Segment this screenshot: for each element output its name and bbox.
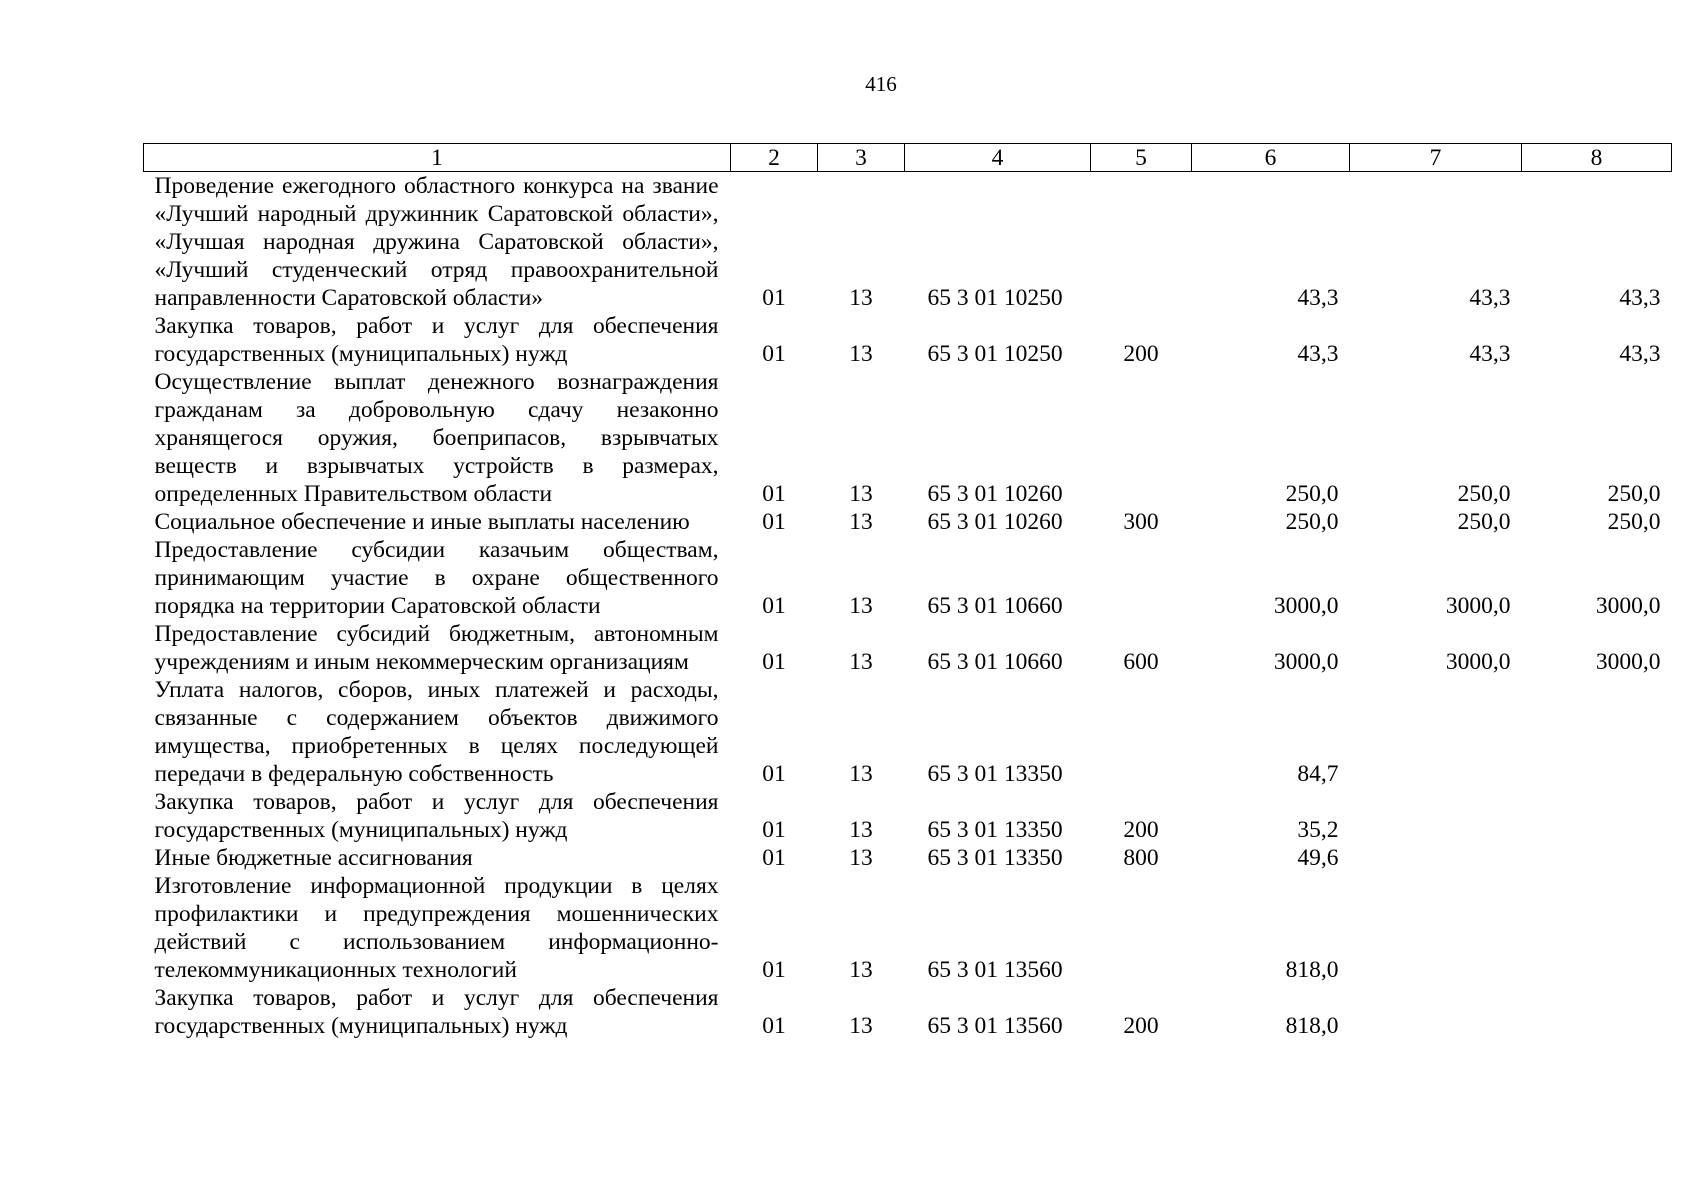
row-section: 01	[762, 1013, 786, 1039]
row-amount-col6: 818,0	[1285, 1013, 1339, 1039]
row-amount-col7	[1350, 676, 1522, 788]
row-amount-col7: 250,0	[1457, 509, 1511, 535]
row-expense-type: 200	[1123, 341, 1159, 367]
row-amount-col7: 43,3	[1469, 285, 1511, 311]
row-amount-col6: 818,0	[1285, 957, 1339, 983]
row-subsection: 13	[849, 957, 873, 983]
table-header	[144, 144, 1672, 172]
row-amount-col7	[1350, 872, 1522, 984]
row-target-article: 65 3 01 10260	[927, 509, 1063, 535]
header-col-3: 3	[818, 144, 905, 172]
row-target-article: 65 3 01 10250	[927, 341, 1063, 367]
row-amount-col8	[1522, 872, 1672, 984]
row-amount-col7	[1350, 984, 1522, 1040]
row-amount-col6: 43,3	[1297, 341, 1339, 367]
row-subsection: 13	[849, 593, 873, 619]
row-amount-col7: 43,3	[1469, 341, 1511, 367]
row-section: 01	[762, 341, 786, 367]
row-expense-type	[1091, 872, 1192, 984]
table-row	[144, 172, 1672, 313]
row-amount-col6: 35,2	[1297, 817, 1339, 843]
row-section: 01	[762, 957, 786, 983]
row-target-article: 65 3 01 13350	[927, 817, 1063, 843]
row-amount-col8	[1522, 676, 1672, 788]
row-name: Осуществление выплат денежного вознаграждения гражданам за добровольную сдачу незаконно хранящегося оружия, боеприпасов, взрывчатых веществ и взрывчатых устройств в размерах, определенных Правительством области	[154, 369, 719, 507]
row-subsection: 13	[849, 1013, 873, 1039]
row-expense-type: 300	[1123, 509, 1159, 535]
row-name: Иные бюджетные ассигнования	[154, 845, 473, 871]
row-amount-col6: 43,3	[1297, 285, 1339, 311]
row-amount-col7	[1350, 788, 1522, 844]
page-number: 416	[865, 72, 897, 96]
row-subsection: 13	[849, 761, 873, 787]
row-expense-type	[1091, 536, 1192, 620]
row-name: Закупка товаров, работ и услуг для обеспечения государственных (муниципальных) нужд	[154, 313, 719, 367]
row-expense-type	[1091, 368, 1192, 508]
table-row	[144, 368, 1672, 508]
row-target-article: 65 3 01 10260	[927, 481, 1063, 507]
row-subsection: 13	[849, 285, 873, 311]
row-subsection: 13	[849, 845, 873, 871]
row-name: Социальное обеспечение и иные выплаты населению	[154, 509, 690, 535]
row-section: 01	[762, 285, 786, 311]
row-name: Предоставление субсидий бюджетным, автономным учреждениям и иным некоммерческим организациям	[154, 621, 719, 675]
row-subsection: 13	[849, 341, 873, 367]
row-name: Закупка товаров, работ и услуг для обеспечения государственных (муниципальных) нужд	[154, 985, 719, 1039]
row-amount-col8: 250,0	[1607, 509, 1661, 535]
row-amount-col8	[1522, 984, 1672, 1040]
row-target-article: 65 3 01 13560	[927, 957, 1063, 983]
row-expense-type	[1091, 676, 1192, 788]
header-col-5: 5	[1091, 144, 1192, 172]
row-amount-col6: 84,7	[1297, 761, 1339, 787]
table-row	[144, 872, 1672, 984]
row-name: Уплата налогов, сборов, иных платежей и расходы, связанные с содержанием объектов движимого имущества, приобретенных в целях последующей передачи в федеральную собственность	[154, 677, 719, 787]
table-body	[144, 172, 1672, 1041]
row-amount-col7: 3000,0	[1445, 649, 1511, 675]
table-row	[144, 620, 1672, 676]
table-row	[144, 844, 1672, 872]
row-amount-col7: 3000,0	[1445, 593, 1511, 619]
row-amount-col7	[1350, 844, 1522, 872]
row-section: 01	[762, 593, 786, 619]
row-amount-col6: 3000,0	[1273, 593, 1339, 619]
table-row	[144, 788, 1672, 844]
row-section: 01	[762, 817, 786, 843]
header-col-4: 4	[905, 144, 1091, 172]
header-col-2: 2	[731, 144, 818, 172]
row-expense-type: 200	[1123, 1013, 1159, 1039]
row-amount-col8: 43,3	[1619, 341, 1661, 367]
row-amount-col8: 250,0	[1607, 481, 1661, 507]
row-section: 01	[762, 509, 786, 535]
row-expense-type	[1091, 172, 1192, 313]
header-col-8: 8	[1522, 144, 1672, 172]
row-amount-col8	[1522, 844, 1672, 872]
row-amount-col6: 49,6	[1297, 845, 1339, 871]
budget-table	[143, 143, 1672, 1040]
header-col-7: 7	[1350, 144, 1522, 172]
row-name: Изготовление информационной продукции в целях профилактики и предупреждения мошеннических действий с использованием информационно-телекоммуникационных технологий	[154, 873, 719, 983]
row-target-article: 65 3 01 10660	[927, 649, 1063, 675]
header-col-6: 6	[1192, 144, 1350, 172]
header-col-1: 1	[144, 144, 731, 172]
row-name: Закупка товаров, работ и услуг для обеспечения государственных (муниципальных) нужд	[154, 789, 719, 843]
row-subsection: 13	[849, 817, 873, 843]
row-amount-col8: 3000,0	[1595, 593, 1661, 619]
row-target-article: 65 3 01 13560	[927, 1013, 1063, 1039]
row-amount-col6: 3000,0	[1273, 649, 1339, 675]
row-subsection: 13	[849, 509, 873, 535]
table-row	[144, 676, 1672, 788]
row-amount-col8: 43,3	[1619, 285, 1661, 311]
row-section: 01	[762, 845, 786, 871]
table-row	[144, 312, 1672, 368]
row-section: 01	[762, 649, 786, 675]
row-subsection: 13	[849, 649, 873, 675]
row-expense-type: 200	[1123, 817, 1159, 843]
row-name: Предоставление субсидии казачьим обществам, принимающим участие в охране общественного порядка на территории Саратовской области	[154, 537, 719, 619]
row-amount-col6: 250,0	[1285, 509, 1339, 535]
table-row	[144, 536, 1672, 620]
row-target-article: 65 3 01 13350	[927, 761, 1063, 787]
row-expense-type: 800	[1123, 845, 1159, 871]
row-amount-col7: 250,0	[1457, 481, 1511, 507]
row-amount-col8: 3000,0	[1595, 649, 1661, 675]
row-name: Проведение ежегодного областного конкурса на звание «Лучший народный дружинник Саратовской области», «Лучшая народная дружина Саратовской области», «Лучший студенческий отряд правоохранительной направленности Саратовской области»	[154, 173, 719, 311]
row-target-article: 65 3 01 10660	[927, 593, 1063, 619]
row-subsection: 13	[849, 481, 873, 507]
row-target-article: 65 3 01 10250	[927, 285, 1063, 311]
row-amount-col8	[1522, 788, 1672, 844]
header-row	[144, 144, 1672, 172]
row-section: 01	[762, 481, 786, 507]
row-target-article: 65 3 01 13350	[927, 845, 1063, 871]
row-section: 01	[762, 761, 786, 787]
table-row	[144, 508, 1672, 536]
row-expense-type: 600	[1123, 649, 1159, 675]
table-row	[144, 984, 1672, 1040]
row-amount-col6: 250,0	[1285, 481, 1339, 507]
